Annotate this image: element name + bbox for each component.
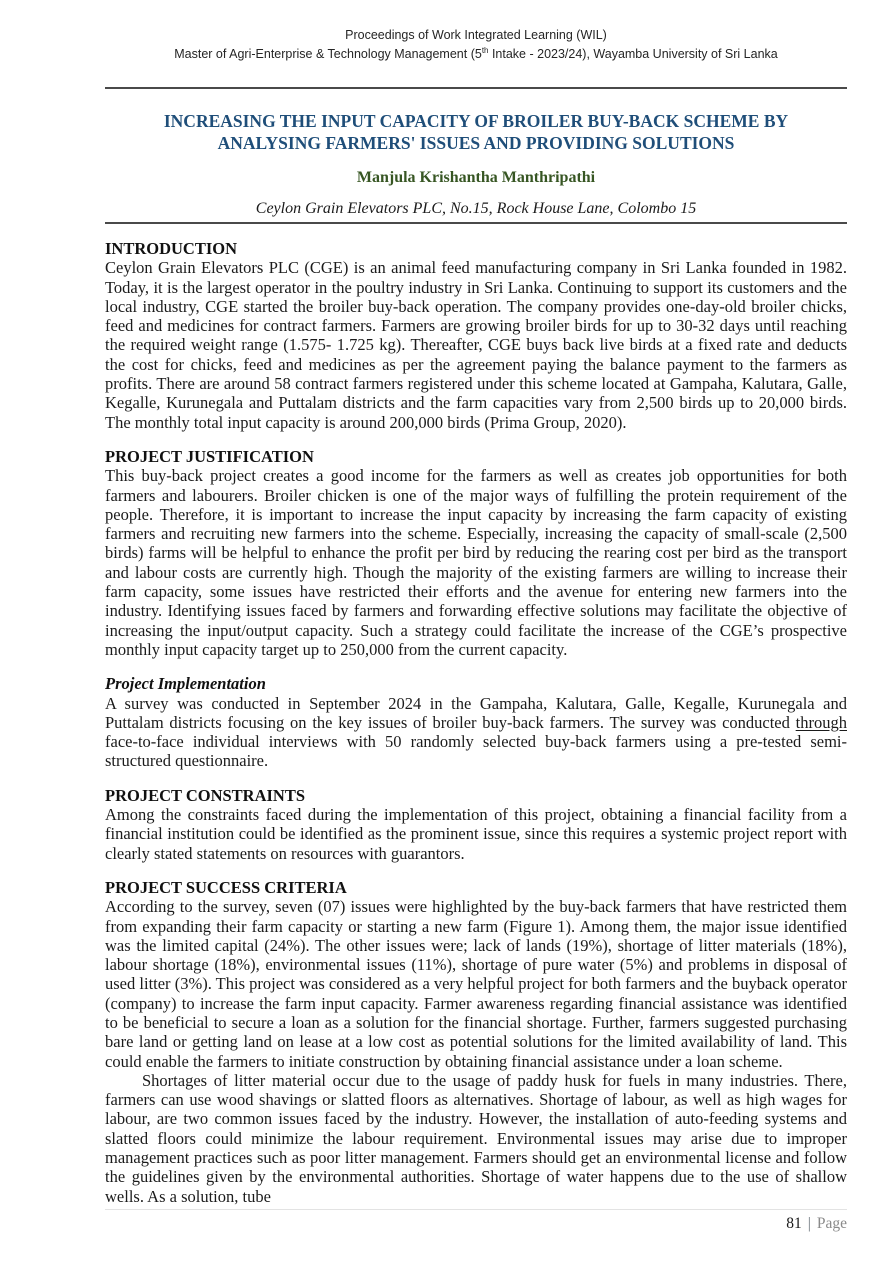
- footer-separator: |: [807, 1214, 811, 1232]
- header-line-1: Proceedings of Work Integrated Learning (WIL): [345, 28, 607, 42]
- header-line-2: Master of Agri-Enterprise & Technology Management (5th Intake - 2023/24), Wayamba University of Sri Lanka: [174, 45, 778, 61]
- paragraph: Shortages of litter material occur due to the usage of paddy husk for fuels in many industries. There, farmers can use wood shavings or slatted floors as alternatives. Shortage of labour, as well as high wages for labour, are two common issues faced by the industry. However, the installation of auto-feeding systems and slatted floors could minimize the labour requirement. Environmental issues may arise due to improper management practices such as poor litter management. Farmers should get an environmental license and follow the guidelines given by the environmental authorities. Shortage of water happens due to the use of shallow wells. As a solution, tube: [105, 1070, 847, 1206]
- page-label: Page: [816, 1214, 847, 1232]
- paper-title: [105, 110, 847, 154]
- superscript-th: th: [481, 45, 489, 55]
- paragraph: According to the survey, seven (07) issues were highlighted by the buy-back farmers that have restricted them from expanding their farm capacity or starting a new farm (Figure 1). Among them, the major issue identified was the limited capital (24%). The other issues were; lack of lands (19%), shortage of litter materials (18%), labour shortage (18%), environmental issues (11%), shortage of pure water (5%) and problems in disposal of used litter (3%). This project was considered as a very helpful project for both farmers and the buyback operator (company) to increase the farm input capacity. Farmer awareness regarding financial assistance was identified to be beneficial to secure a loan as a solution for the financial shortage. Further, farmers suggested purchasing bare land or getting land on lease at a low cost as potential solutions for the limited availability of land. This could enable the farmers to initiate construction by obtaining financial assistance under a loan scheme.: [105, 897, 847, 1071]
- page-footer: [105, 1209, 847, 1233]
- paper-title-line-1: INCREASING THE INPUT CAPACITY OF BROILER BUY-BACK SCHEME BY: [163, 111, 789, 131]
- paragraph: This buy-back project creates a good income for the farmers as well as creates job opportunities for both farmers and labourers. Broiler chicken is one of the major ways of fulfilling the protein requirement of the people. Therefore, it is important to increase the input capacity by increasing the farm capacity of existing farmers and recruiting new farmers into the scheme. Especially, increasing the capacity of small-scale (2,500 birds) farms will be helpful to enhance the profit per bird by reducing the rearing cost per bird as the transport and labour costs are currently high. Though the majority of the existing farmers are willing to increase their farm capacity, some issues have restricted their efforts and the avenue for entering new farmers into the industry. Identifying issues faced by farmers and forwarding effective solutions may facilitate the objective of increasing the input/output capacity. Such a strategy could facilitate the increase of the CGE’s prospective monthly input capacity target up to 250,000 from the current capacity.: [105, 466, 847, 659]
- paper-title-line-2: ANALYSING FARMERS' ISSUES AND PROVIDING SOLUTIONS: [217, 133, 735, 153]
- author-name: Manjula Krishantha Manthripathi: [356, 169, 596, 186]
- underlined-word: through: [795, 712, 847, 732]
- section-heading-introduction: INTRODUCTION: [105, 239, 238, 258]
- page-header: [105, 26, 847, 64]
- section-heading-project-justification: PROJECT JUSTIFICATION: [105, 446, 314, 466]
- section-project-constraints: [105, 786, 847, 863]
- paragraph: A survey was conducted in September 2024 in the Gampaha, Kalutara, Galle, Kegalle, Kurunegala and Puttalam districts focusing on the key issues of broiler buy-back farmers. The survey was conducted through face-to-face individual interviews with 50 randomly selected buy-back farmers using a pre-tested semi-structured questionnaire.: [105, 693, 847, 771]
- affiliation-divider: [105, 222, 847, 224]
- section-heading-project-success-criteria: PROJECT SUCCESS CRITERIA: [105, 877, 347, 897]
- header-divider: [105, 87, 847, 89]
- section-heading-project-implementation: Project Implementation: [105, 674, 266, 694]
- section-project-implementation: [105, 674, 847, 770]
- section-project-success-criteria: [105, 878, 847, 1206]
- author-affiliation: Ceylon Grain Elevators PLC, No.15, Rock House Lane, Colombo 15: [255, 200, 697, 217]
- page-number: 81: [786, 1214, 802, 1232]
- paragraph: Ceylon Grain Elevators PLC (CGE) is an animal feed manufacturing company in Sri Lanka founded in 1982. Today, it is the largest operator in the poultry industry in Sri Lanka. Continuing to support its customers and the local industry, CGE started the broiler buy-back operation. The company provides one-day-old broiler chicks, feed and medicines for contract farmers. Farmers are growing broiler birds for up to 30-32 days until reaching the required weight range (1.575- 1.725 kg). Thereafter, CGE buys back live birds at a fixed rate and deducts the cost for chicks, feed and medicines as per the agreement paying the balance payment to the farmers as profits. There are around 58 contract farmers registered under this scheme located at Gampaha, Kalutara, Galle, Kegalle, Kurunegala and Puttalam districts and the farm capacities vary from 2,500 birds up to 20,000 birds. The monthly total input capacity is around 200,000 birds (Prima Group, 2020).: [105, 258, 847, 432]
- section-introduction: [105, 239, 847, 432]
- section-heading-project-constraints: PROJECT CONSTRAINTS: [105, 785, 306, 805]
- section-project-justification: [105, 447, 847, 659]
- paragraph: Among the constraints faced during the implementation of this project, obtaining a financial facility from a financial institution could be identified as the prominent issue, since this requires a systemic project report with clearly stated statements on resources with guarantors.: [105, 805, 847, 863]
